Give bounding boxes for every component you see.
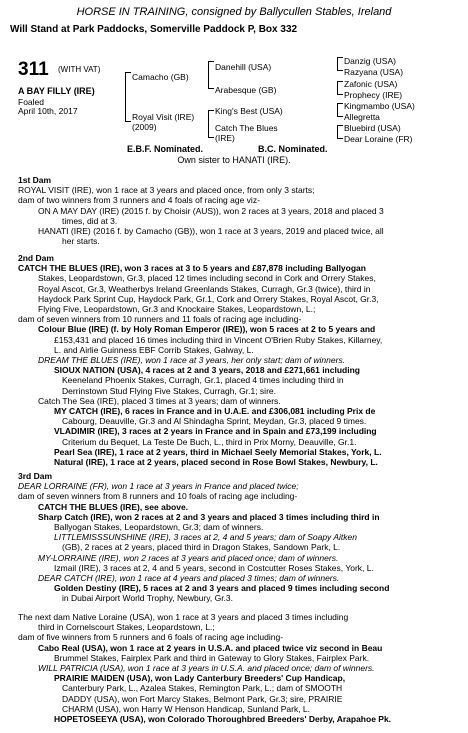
- second-dam-heading: 2nd Dam: [18, 253, 54, 263]
- third-dam-section: [18, 471, 458, 604]
- next-dam-line: Canterbury Park, L., Azalea Stakes, Remington Park, L.; dam of SMOOTH: [62, 683, 343, 694]
- third-dam-line: dam of seven winners from 8 runners and 10 foals of racing age including-: [18, 491, 298, 502]
- third-dam-heading: 3rd Dam: [18, 471, 53, 481]
- third-dam-line: in Dubai Airport World Trophy, Newbury, Gr.3.: [62, 593, 234, 604]
- next-dam-section: [18, 612, 458, 724]
- pedigree-bracket-sd: [337, 81, 343, 95]
- second-dam-line: dam of seven winners from 10 runners and 11 foals of racing age including-: [18, 314, 302, 325]
- pedigree-sds: Zafonic (USA): [344, 79, 398, 89]
- horse-description: A BAY FILLY (IRE): [18, 86, 95, 96]
- second-dam-line: Colour Blue (IRE) (f. by Holy Roman Emperor (IRE)), won 5 races at 2 to 5 years and: [38, 324, 376, 335]
- third-dam-line: Izmail (IRE), 3 races at 2, 4 and 5 years, second in Costcutter Roses Stakes, York, L.: [54, 562, 374, 573]
- third-dam-line: (GB), 2 races at 2 years, placed third in Dragon Stakes, Sandown Park, L.: [62, 542, 341, 553]
- first-dam-line-2: dam of two winners from 3 runners and 4 foals of racing age viz-: [18, 195, 260, 206]
- page-title: HORSE IN TRAINING, consigned by Ballycullen Stables, Ireland: [76, 6, 392, 18]
- pedigree-sire-sire: Danehill (USA): [215, 62, 272, 72]
- pedigree-dam-year: (2009): [132, 122, 157, 132]
- second-dam-line: Natural (IRE), 1 race at 2 years, placed second in Rose Bowl Stakes, Newbury, L.: [54, 457, 378, 468]
- vat-note: (WITH VAT): [58, 65, 101, 74]
- second-dam-line: L. and Airlie Guinness EBF Corrib Stakes, Galway, L.: [54, 344, 254, 355]
- pedigree-bracket-dam: [208, 110, 214, 138]
- pedigree-dsd: Allegretta: [344, 112, 380, 122]
- second-dam-line: DREAM THE BLUES (IRE), won 1 race at 3 years, her only start; dam of winners.: [38, 355, 346, 366]
- stand-location: Will Stand at Park Paddocks, Somerville Paddock P, Box 332: [10, 24, 298, 35]
- third-dam-line: LITTLEMISSSUNSHINE (IRE), 3 races at 2, 4 and 5 years; dam of Soapy Aitken: [54, 532, 357, 543]
- first-dam-heading: 1st Dam: [18, 175, 52, 185]
- pedigree-ddd: Dear Loraine (FR): [344, 134, 413, 144]
- first-dam-line-4: times, did at 3.: [62, 215, 118, 226]
- next-dam-line: HOPETOSEEYA (USA), won Colorado Thoroughbred Breeders' Derby, Arapahoe Pk.: [54, 714, 392, 725]
- first-dam-line-1: ROYAL VISIT (IRE), won 1 race at 3 years and placed once, from only 3 starts;: [18, 185, 315, 196]
- pedigree-sire: Camacho (GB): [132, 72, 189, 82]
- next-dam-line: Cabo Real (USA), won 1 race at 2 years in U.S.A. and placed twice viz second in Beau: [38, 642, 383, 653]
- second-dam-line: Stakes, Leopardstown, Gr.3, placed 12 times including second in Cork and Orrery Stakes,: [38, 273, 376, 284]
- next-dam-line: PRAIRIE MAIDEN (USA), won Lady Canterbury Breeders' Cup Handicap,: [54, 673, 346, 684]
- first-dam-section: [18, 175, 458, 246]
- next-dam-line: The next dam Native Loraine (USA), won 1 race at 3 years and placed 3 times including: [18, 612, 349, 622]
- pedigree-bracket-sire: [208, 61, 214, 89]
- next-dam-line: dam of five winners from 5 runners and 6 foals of racing age including-: [18, 632, 284, 643]
- second-dam-line: Keeneland Phoenix Stakes, Curragh, Gr.1, placed 4 times including third in: [62, 375, 344, 386]
- pedigree-bracket-ss: [337, 57, 343, 71]
- pedigree-bracket-main: [125, 72, 131, 122]
- next-dam-line: third in Cornelscourt Stakes, Leopardstown, L.;: [38, 622, 215, 633]
- second-dam-line: Pearl Sea (IRE), 1 race at 2 years, third in Michael Seely Memorial Stakes, York, L.: [54, 446, 382, 457]
- next-dam-line: DADDY (USA), won Fort Marcy Stakes, Belmont Park, Gr.3; sire, PRAIRIE: [62, 693, 343, 704]
- next-dam-line: WILL PATRICIA (USA), won 1 race at 3 years in U.S.A. and placed once; dam of winners.: [38, 663, 375, 674]
- first-dam-line-5: HANATI (IRE) (2016 f. by Camacho (GB)), won 1 race at 3 years, 2019 and placed twice, all: [38, 226, 384, 237]
- second-dam-line: Cabourg, Deauville, Gr.3 and Al Shindagha Sprint, Meydan, Gr.3, placed 9 times.: [62, 416, 367, 427]
- third-dam-line: Golden Destiny (IRE), 5 races at 2 and 3 years and placed 9 times including second: [54, 583, 390, 594]
- third-dam-line: DEAR LORRAINE (FR), won 1 race at 3 years in France and placed twice;: [18, 481, 299, 492]
- pedigree-bracket-ds: [337, 103, 343, 117]
- second-dam-line: £153,431 and placed 16 times including third in Vincent O'Brien Ruby Stakes, Killarney,: [54, 334, 383, 345]
- third-dam-line: Ballyogan Stakes, Leopardstown, Gr.3; dam of winners.: [54, 522, 264, 533]
- sister-note: Own sister to HANATI (IRE).: [177, 155, 291, 165]
- third-dam-line: MY-LORRAINE (IRE), won 2 races at 3 years and placed once; dam of winners.: [38, 552, 339, 563]
- pedigree-dss: Kingmambo (USA): [344, 101, 415, 111]
- second-dam-line: Flying Five, Leopardstown, Gr.3 and Knockaire Stakes, Leopardstown, L.;: [38, 304, 316, 315]
- second-dam-line: MY CATCH (IRE), 6 races in France and in U.A.E. and £306,081 including Prix de: [54, 406, 376, 417]
- second-dam-section: [18, 253, 458, 467]
- second-dam-line: Catch The Sea (IRE), placed 3 times at 3 years; dam of winners.: [38, 395, 281, 406]
- third-dam-line: Sharp Catch (IRE), won 2 races at 2 and 3 years and placed 3 times including third in: [38, 511, 380, 522]
- second-dam-line: SIOUX NATION (USA), 4 races at 2 and 3 years, 2018 and £271,661 including: [54, 365, 360, 376]
- pedigree-sss: Danzig (USA): [344, 56, 396, 66]
- second-dam-line: Criterium du Bequet, La Teste De Buch, L., third in Prix Morny, Deauville, Gr.1.: [62, 436, 357, 447]
- pedigree-sire-dam: Arabesque (GB): [215, 85, 277, 95]
- lot-number: 311: [18, 59, 49, 80]
- first-dam-line-3: ON A MAY DAY (IRE) (2015 f. by Choisir (AUS)), won 2 races at 3 years, 2018 and placed 3: [38, 205, 384, 216]
- third-dam-line: CATCH THE BLUES (IRE), see above.: [38, 501, 189, 512]
- pedigree-dam-dam-suffix: (IRE): [215, 133, 235, 143]
- pedigree-dam-dam: Catch The Blues: [215, 123, 278, 133]
- ebf-nomination: E.B.F. Nominated.: [127, 144, 204, 154]
- second-dam-line: VLADIMIR (IRE), 3 races at 2 years in France and in Spain and £73,199 including: [54, 426, 377, 437]
- pedigree-bracket-dd: [337, 125, 343, 139]
- bc-nomination: B.C. Nominated.: [258, 144, 328, 154]
- pedigree-sdd: Prophecy (IRE): [344, 90, 403, 100]
- third-dam-line: DEAR CATCH (IRE), won 1 race at 4 years and placed 3 times; dam of winners.: [38, 573, 340, 584]
- second-dam-line: Haydock Park Sprint Cup, Haydock Park, Gr.1, Cork and Orrery Stakes, Royal Ascot, Gr.3,: [38, 293, 379, 304]
- first-dam-line-6: her starts.: [62, 236, 100, 247]
- next-dam-line: CHARM (USA), won Harry W Henson Handicap, Sunland Park, L.: [62, 703, 311, 714]
- pedigree-ssd: Razyana (USA): [344, 67, 404, 77]
- second-dam-line: CATCH THE BLUES (IRE), won 3 races at 3 to 5 years and £87,878 including Ballyogan: [18, 263, 366, 274]
- pedigree-dam: Royal Visit (IRE): [132, 112, 195, 122]
- pedigree-dds: Bluebird (USA): [344, 123, 401, 133]
- foaled-date: April 10th, 2017: [18, 106, 78, 116]
- foaled-label: Foaled: [18, 97, 44, 107]
- next-dam-line: Brummel Stakes, Fairplex Park and third in Gateway to Glory Stakes, Fairplex Park.: [54, 652, 370, 663]
- second-dam-line: Derrinstown Stud Flying Five Stakes, Curragh, Gr.1; sire.: [62, 385, 276, 396]
- pedigree-dam-sire: King's Best (USA): [215, 106, 283, 116]
- second-dam-line: Royal Ascot, Gr.3, Weatherbys Ireland Greenlands Stakes, Curragh, Gr.3 (twice), third in: [38, 283, 371, 294]
